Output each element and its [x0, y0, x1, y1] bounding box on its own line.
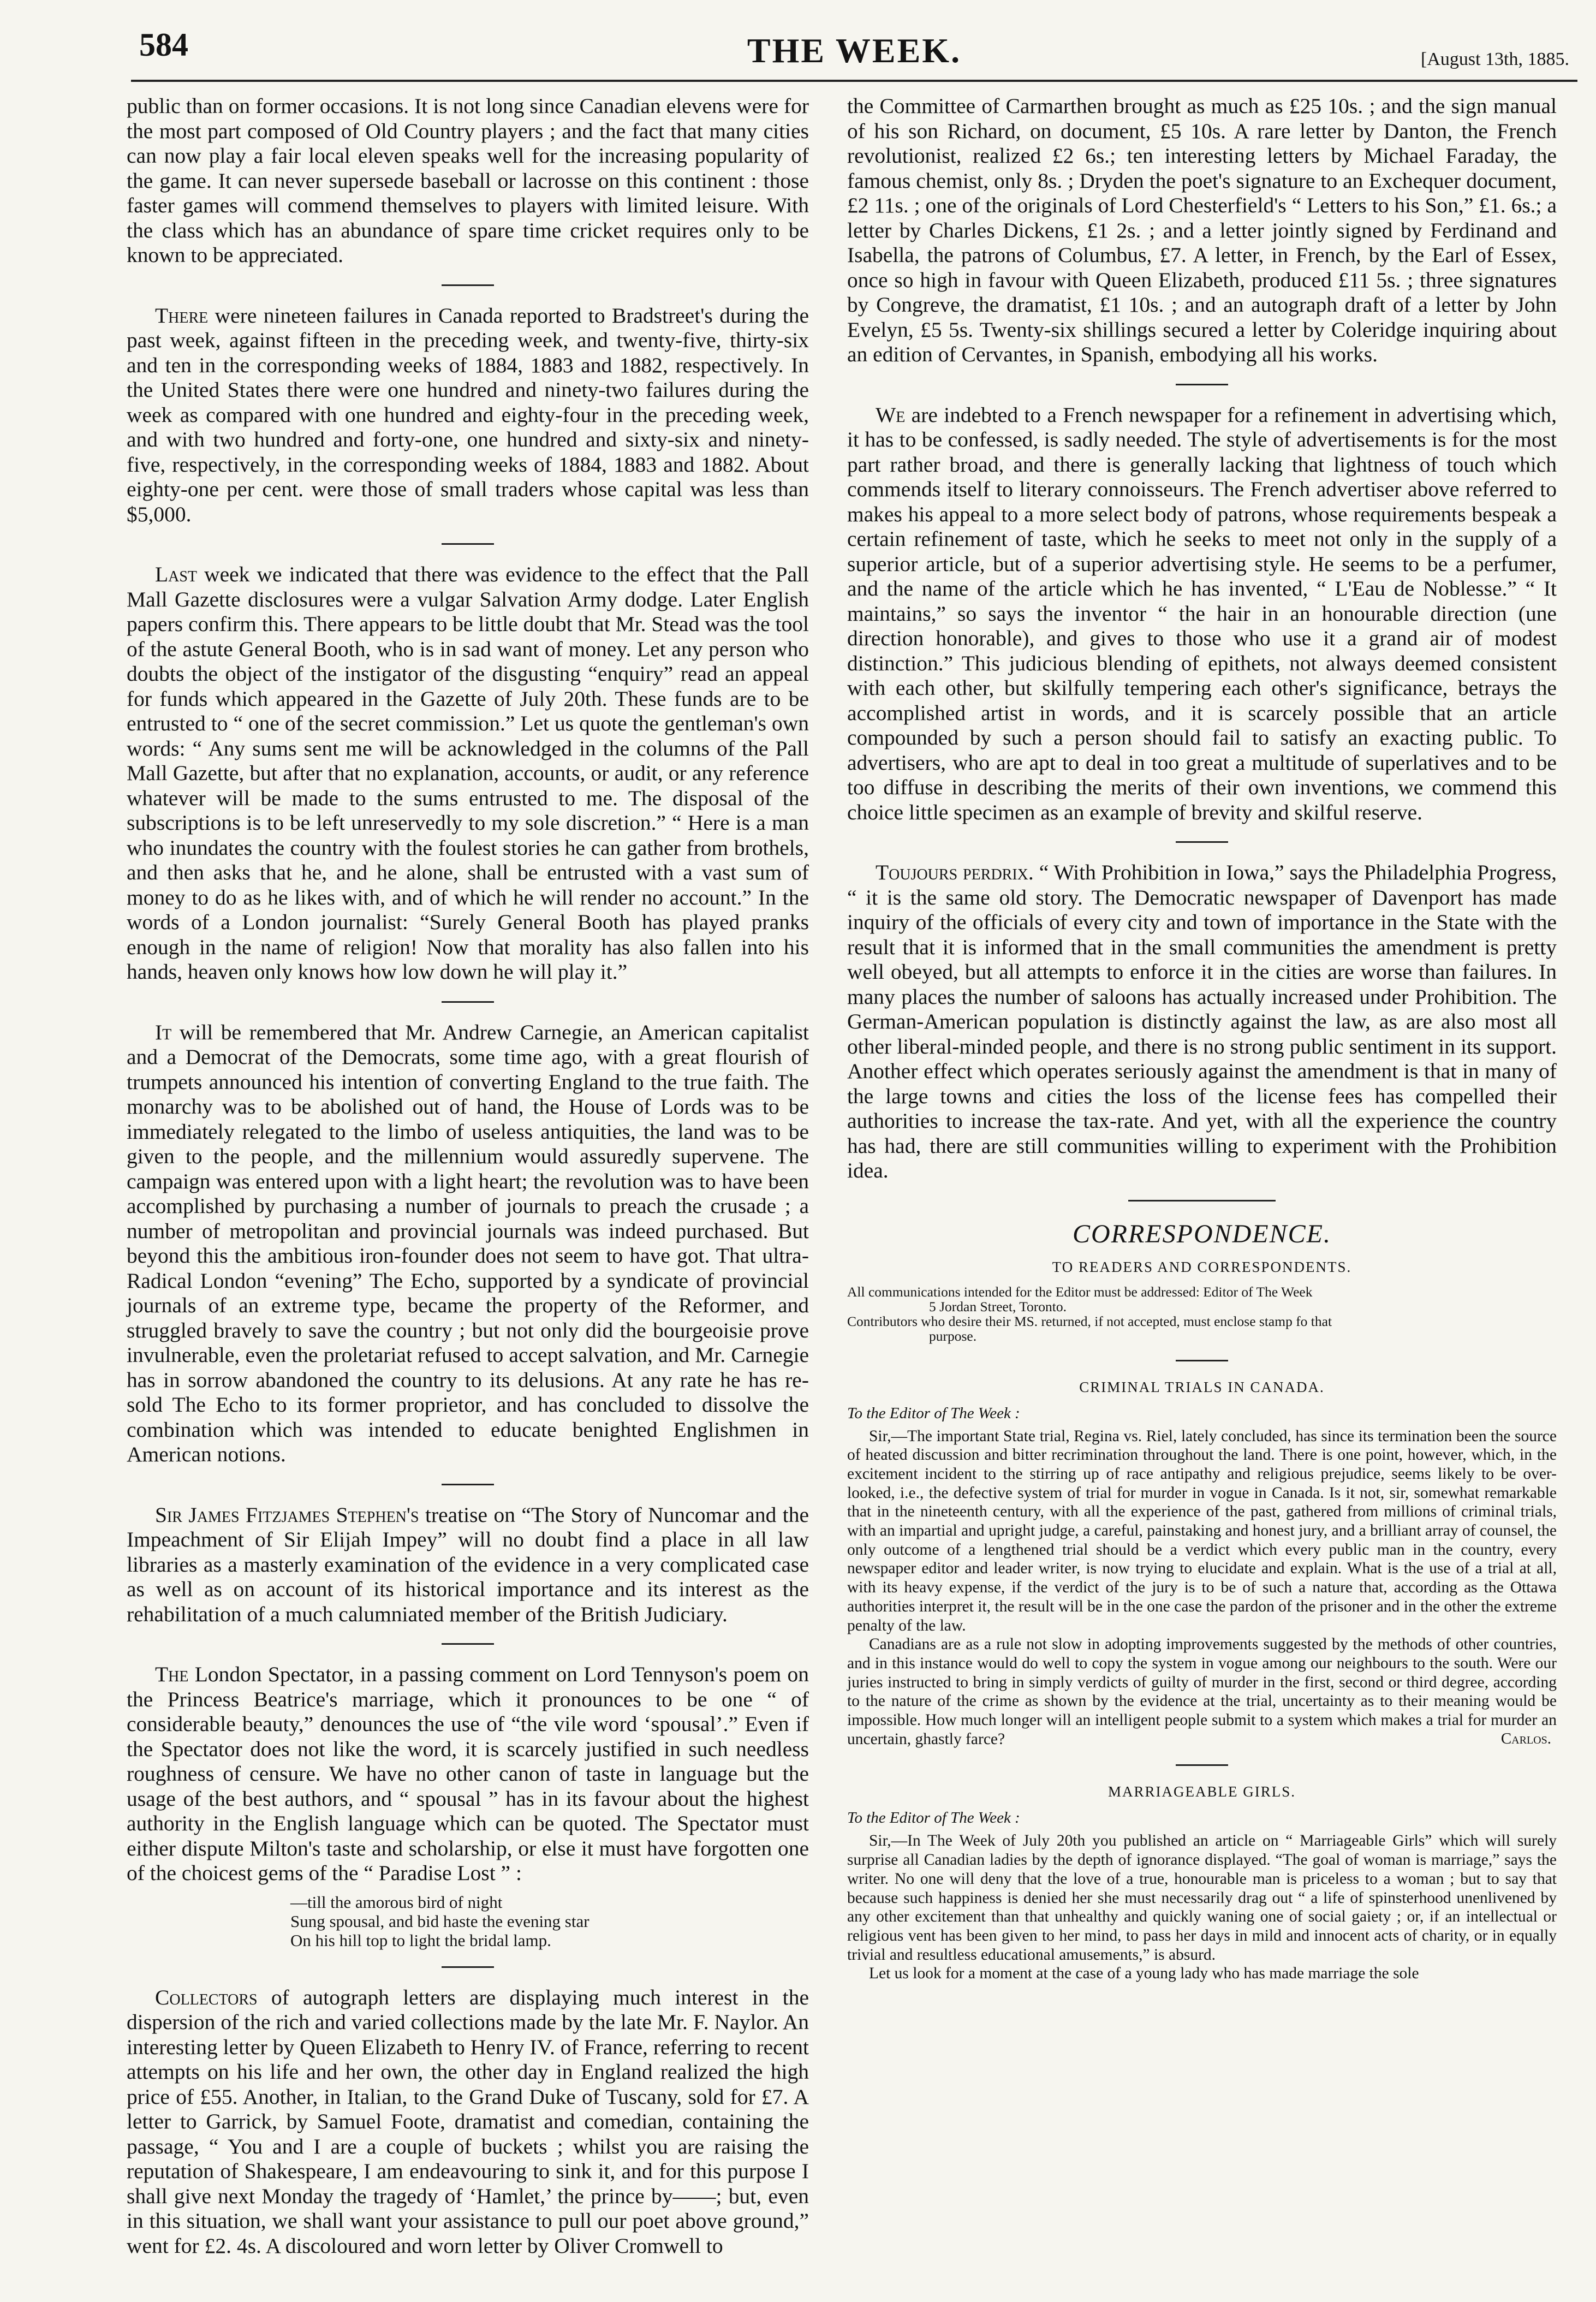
lead-word: Sir James Fitzjames Stephen's [155, 1502, 419, 1527]
article-body: were nineteen failures in Canada reported to Bradstreet's during the past week, against fifteen in the preceding week, and twenty-five, thirty-six and ten in the corresponding weeks of 1884, 1883 and 1882, respectively. In the United States there were one hundred and ninety-two failures during the week as compared with one hundred and eighty-four in the preceding week, and with two hundred and forty-one, one hundred and sixty-six and ninety-five, respectively, in the corresponding weeks of 1884, 1883 and 1882. About eighty-one per cent. were those of small traders whose capital was less than $5,000. [127, 303, 809, 526]
page-header [139, 23, 1569, 78]
editor-address: 5 Jordan Street, Toronto. [929, 1298, 1067, 1314]
lead-word: Toujours perdrix. [876, 860, 1034, 884]
letter-signature: Carlos. [1500, 1730, 1551, 1748]
section-divider [1176, 384, 1228, 385]
poem-line: —till the amorous bird of night [290, 1892, 503, 1912]
article-carnegie [127, 1020, 809, 1467]
lead-word: The [155, 1662, 189, 1686]
article-body: “ With Prohibition in Iowa,” says the Philadelphia Progress, “ it is the same old story. The Democratic newspaper of Davenport has made inquiry of the officials of every city and town of importance in the State with the result that it is informed that in the small communities the amendment is pretty well obeyed, but all attempts to enforce it in the cities are worse than failures. In many places the number of saloons has actually increased under Prohibition. The German-American population is distinctly against the law, as are also most all other liberal-minded people, and there is no strong public sentiment in its support. Another effect which operates seriously against the amendment is that in many of the large towns and cities the loss of the license fees has compelled their authorities to increase the tax-rate. And yet, with all the experience the country has had, there are still communities willing to experiment with the Prohibition idea. [847, 860, 1557, 1182]
article-spectator [127, 1662, 809, 1886]
poem-line: Sung spousal, and bid haste the evening star [290, 1911, 589, 1931]
masthead-title: THE WEEK. [747, 31, 962, 70]
contributor-notice: Contributors who desire their MS. returned, if not accepted, must enclose stamp fo that [847, 1313, 1332, 1329]
article-nuncomar [127, 1503, 809, 1627]
section-divider [442, 1966, 494, 1968]
letter-salutation: To the Editor of The Week : [847, 1404, 1020, 1422]
article-advertising [847, 403, 1557, 825]
article-autographs [127, 1985, 809, 2259]
letter-paragraph: Canadians are as a rule not slow in adopting improvements suggested by the methods of other countries, and in this instance would do well to copy the system in vogue among our neighbours to the south. Were our juries instructed to bring in simply verdicts of guilty of murder in the first, second or third degree, according to the nature of the crime as shown by the evidence at the trial, uncertainty as to their meaning would be impossible. How much longer will an intelligent people submit to a system which makes a trial for murder an uncertain, ghastly farce? [847, 1635, 1557, 1748]
header-rule [131, 80, 1577, 82]
contributor-notice-cont: purpose. [929, 1328, 977, 1344]
article-cricket-end: public than on former occasions. It is not long since Canadian elevens were for the most part composed of Old Country players ; and the fact that many cities can now play a fair local eleven speaks well for the increasing popularity of the game. It can never supersede baseball or lacrosse on this continent : those faster games will commend themselves to players with limited leisure. With the class which has an abundance of spare time cricket requires only to be known to be appreciated. [127, 94, 809, 267]
article-failures [127, 304, 809, 527]
article-body: of autograph letters are displaying much interest in the dispersion of the rich and varied collections made by the late Mr. F. Naylor. An interesting letter by Queen Elizabeth to Henry IV. of France, referring to recent attempts on his life and her own, the other day in England realized the high price of £55. Another, in Italian, to the Grand Duke of Tuscany, sold for £7. A letter to Garrick, by Samuel Foote, dramatist and comedian, containing the passage, “ You and I are a couple of buckets ; whilst you are raising the reputation of Shakespeare, I am endeavouring to sink it, and for this purpose I shall give next Monday the tragedy of ‘Hamlet,’ the prince by——; but, even in this situation, we shall want your assistance to pull our poet above ground,” went for £2. 4s. A discoloured and worn letter by Oliver Cromwell to [127, 1985, 809, 2258]
letter-paragraph: Sir,—In The Week of July 20th you published an article on “ Marriageable Girls” which will surely surprise all Canadian ladies by the depth of ignorance displayed. “The goal of woman is marriage,” says the writer. No one will deny that the love of a true, honourable man is priceless to a woman ; but to say that because such happiness is denied her she must necessarily drag out “ a life of spinsterhood unenlivened by any other excitement than that unhealthy and quickly waning one of social gaiety ; or, if an intellectual or religious vent has been given to her mind, to pass her days in mild and innocent acts of charity, or in equally trivial and resultless educational amusements,” is absurd. [847, 1832, 1557, 1964]
poem-quote [290, 1893, 809, 1950]
section-divider [442, 1001, 494, 1003]
article-prohibition [847, 860, 1557, 1183]
letter-salutation: To the Editor of The Week : [847, 1809, 1020, 1827]
article-autographs-cont: the Committee of Carmarthen brought as much as £25 10s. ; and the sign manual of his son Richard, on document, £5 10s. A rare letter by Danton, the French revolutionist, realized £2 6s.; ten interesting letters by Michael Faraday, the famous chemist, only 8s. ; Dryden the poet's signature to an Exchequer document, £2 11s. ; one of the originals of Lord Chesterfield's “ Letters to his Son,” £1. 6s.; a letter by Charles Dickens, £1 2s. ; and a letter jointly signed by Ferdinand and Isabella, the patrons of Columbus, £7. A letter, in French, by the Earl of Essex, once so high in favour with Queen Elizabeth, produced £11 5s. ; three signatures by Congreve, the dramatist, £1 10s. ; and an autograph draft of a letter by John Evelyn, £5 5s. Twenty-six shillings secured a letter by Coleridge inquiring about an edition of Cervantes, in Spanish, embodying all his works. [847, 94, 1557, 366]
poem-line: On his hill top to light the bridal lamp. [290, 1930, 551, 1950]
readers-heading: TO READERS AND CORRESPONDENTS. [1052, 1258, 1352, 1275]
left-column [127, 94, 809, 2258]
correspondence-heading: CORRESPONDENCE. [1073, 1219, 1331, 1248]
right-column [847, 94, 1557, 1983]
article-pall-mall [127, 562, 809, 985]
lead-word: Collectors [155, 1985, 258, 2009]
lead-word: There [155, 303, 209, 328]
letter-title-marriageable-girls: MARRIAGEABLE GIRLS. [1107, 1783, 1296, 1800]
lead-word: Last [155, 562, 198, 586]
article-body: week we indicated that there was evidence to the effect that the Pall Mall Gazette disclosures were a vulgar Salvation Army dodge. Later English papers confirm this. There appears to be little doubt that Mr. Stead was the tool of the astute General Booth, who is in sad want of money. Let any person who doubts the object of the instigator of the disgusting “enquiry” read an appeal for funds which appeared in the Gazette of July 20th. These funds are to be entrusted to “ one of the secret commission.” Let us quote the gentleman's own words: “ Any sums sent me will be acknowledged in the columns of the Pall Mall Gazette, but after that no explanation, accounts, or audit, or any reference whatever will be made to the sums entrusted to me. The disposal of the subscriptions is to be left unreservedly to my sole discretion.” “ Here is a man who inundates the country with the foulest stories he can gather from brothels, and then asks that he, and he alone, shall be entrusted with a vast sum of money to do as he likes with, and of which he will render no account.” In the words of a London journalist: “Surely General Booth has played pranks enough in the name of religion! Now that morality has also fallen into his hands, heaven only knows how low down he will play it.” [127, 562, 809, 984]
section-divider [442, 1643, 494, 1645]
section-divider [1176, 1360, 1228, 1361]
section-divider [442, 284, 494, 286]
article-body: treatise on “The Story of Nuncomar and the Impeachment of Sir Elijah Impey” will no doubt find a place in all law libraries as a masterly examination of the evidence in a very complicated case as well as on account of its historical importance and its interest as the rehabilitation of a much calumniated member of the British Judiciary. [127, 1502, 809, 1626]
letter-paragraph: Let us look for a moment at the case of a young lady who has made marriage the sole [869, 1965, 1419, 1983]
section-divider [1176, 841, 1228, 843]
lead-word: It [155, 1020, 172, 1044]
section-divider [442, 1484, 494, 1485]
lead-word: We [876, 402, 906, 427]
section-divider [1128, 1200, 1276, 1201]
page-number: 584 [139, 27, 188, 63]
issue-date: [August 13th, 1885. [1421, 49, 1569, 69]
article-body: will be remembered that Mr. Andrew Carnegie, an American capitalist and a Democrat of the Democrats, some time ago, with a great flourish of trumpets announced his intention of converting England to the true faith. The monarchy was to be abolished out of hand, the House of Lords was to be immediately relegated to the limbo of useless antiquities, the land was to be given to the people, and the millennium would assuredly supervene. The campaign was entered upon with a light heart; the revolution was to have been accomplished by purchasing a number of journals to preach the crusade ; a number of metropolitan and provincial journals was indeed purchased. But beyond this the ambitious iron-founder does not seem to have got. That ultra-Radical London “evening” The Echo, supported by a syndicate of provincial journals of an extreme type, became the property of the Reformer, and struggled bravely to save the country ; but not only did the bourgeoisie prove invulnerable, even the proletariat refused to accept salvation, and Mr. Carnegie has in sorrow abandoned the country to its delusions. At any rate he has re-sold The Echo to its former proprietor, and has concluded to dissolve the combination which was intended to educate benighted Englishmen in American notions. [127, 1020, 809, 1466]
article-body: are indebted to a French newspaper for a refinement in advertising which, it has to be confessed, is sadly needed. The style of advertisements is for the most part rather broad, and there is generally lacking that lightness of touch which commends itself to literary connoisseurs. The French advertiser above referred to makes his appeal to a more select body of patrons, whose requirements bespeak a certain refinement of taste, which he seeks to meet not only in the supply of a superior article, but of a superior advertising style. He seems to be a perfumer, and the name of the article which he has invented, “ L'Eau de Noblesse.” “ It maintains,” so says the inventor “ the hair in an honourable direction (une direction honorable), and gives to those who use it a grand air of modest distinction.” This judicious blending of epithets, not always deemed consistent with each other, but skilfully tempering each other's significance, betrays the accomplished artist in words, and it is scarcely possible that an article compounded by such a person should fail to satisfy an exacting public. To advertisers, who are apt to deal in too great a multitude of superlatives and to be too diffuse in describing the merits of their own inventions, we commend this choice little specimen as an example of brevity and skilful reserve. [847, 402, 1557, 824]
letter-paragraph: Sir,—The important State trial, Regina vs. Riel, lately concluded, has since its termination been the source of heated discussion and bitter recrimination throughout the land. There is one point, however, which, in the excitement incident to the stirring up of race antipathy and religious prejudice, seems likely to be over-looked, i.e., the defective system of trial for murder in vogue in Canada. Is it not, sir, somewhat remarkable that in the nineteenth century, with all the experience of the past, gathered from millions of criminal trials, with an impartial and upright judge, a careful, painstaking and honest jury, and a brilliant array of counsel, the only outcome of a lengthened trial should be a verdict which every public man in the country, every newspaper editor and leader writer, is now trying to elucidate and explain. What is the use of a trial at all, with its heavy expense, if the verdict of the jury is to be of such a nature that, according as the Ottawa authorities interpret it, the result will be in the one case the pardon of the prisoner and in the other the extreme penalty of the law. [847, 1427, 1557, 1634]
section-divider [1176, 1764, 1228, 1766]
section-divider [442, 543, 494, 545]
letter-title-criminal-trials: CRIMINAL TRIALS IN CANADA. [1079, 1378, 1325, 1395]
editor-notice: All communications intended for the Editor must be addressed: Editor of The Week [847, 1283, 1313, 1300]
article-body: London Spectator, in a passing comment on Lord Tennyson's poem on the Princess Beatrice's marriage, which it pronounces to be one “ of considerable beauty,” denounces the use of “the vile word ‘spousal’.” Even if the Spectator does not like the word, it is scarcely justified in such needless roughness of censure. We have no other canon of taste in language but the usage of the best authors, and “ spousal ” has in its favour about the highest authority in the English language which can be quoted. The Spectator must either dispute Milton's taste and scholarship, or else it must have forgotten one of the choicest gems of the “ Paradise Lost ” : [127, 1662, 809, 1885]
